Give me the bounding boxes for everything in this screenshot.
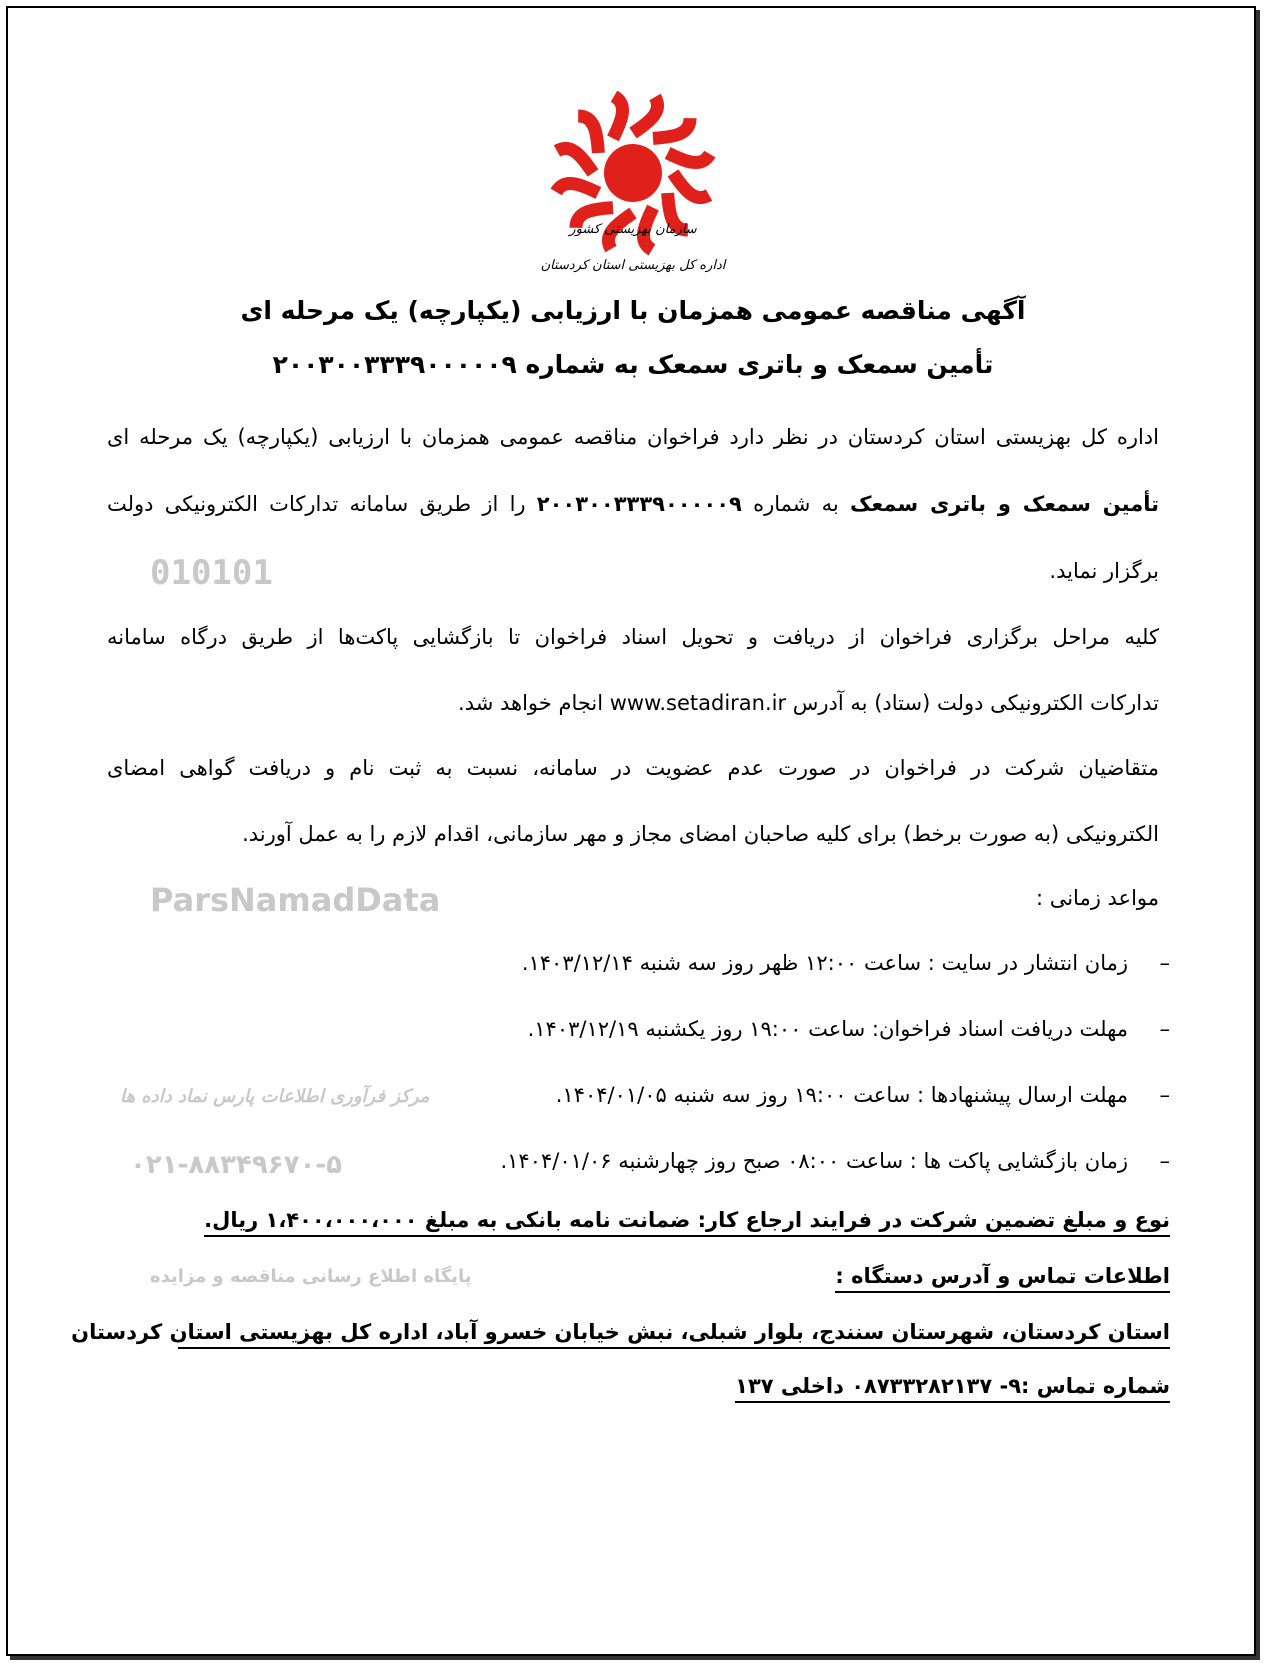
org-name-country: سازمان بهزیستی کشور [569,222,697,237]
paragraph1-line2 [107,492,1159,516]
logo-petal [673,173,709,198]
bullet-dash: – [1159,951,1170,975]
paragraph1-line1: اداره کل بهزیستی استان کردستان در نظر دارد فراخوان مناقصه عمومی همزمان با ارزیابی (یکپارچه) یک مرحله ای [107,425,1159,449]
bullet-dash: – [1159,1017,1170,1041]
schedule-text: زمان بازگشایی پاکت ها : ساعت ۰۸:۰۰ صبح روز چهارشنبه ۱۴۰۴/۰۱/۰۶. [500,1149,1128,1173]
paragraph3-line2: الکترونیکی (به صورت برخط) برای کلیه صاحبان امضای مجاز و مهر سازمانی، اقدام لازم را به عمل آورند. [242,822,1159,846]
paragraph1-line3: برگزار نماید. [1049,559,1159,583]
watermark-brand: ParsNamadData [150,881,441,919]
text: به شماره [741,492,851,516]
logo-petal [633,97,658,133]
address: استان کردستان، شهرستان سنندج، بلوار شبلی، نبش خیابان خسرو آباد، اداره کل بهزیستی استان کردستان [178,1320,1170,1349]
schedule-item [500,1149,1170,1173]
text: تدارکات الکترونیکی دولت (ستاد) به آدرس [786,691,1159,715]
bullet-dash: – [1159,1149,1170,1173]
schedule-heading: مواعد زمانی : [1035,886,1159,910]
contact-heading: اطلاعات تماس و آدرس دستگاه : [835,1264,1170,1293]
text: را از طریق سامانه تدارکات الکترونیکی دولت [107,492,537,516]
schedule-item [556,1083,1170,1107]
schedule-text: مهلت ارسال پیشنهادها : ساعت ۱۹:۰۰ روز سه شنبه ۱۴۰۴/۰۱/۰۵. [555,1083,1128,1107]
paragraph3-line1: متقاضیان شرکت در فراخوان در صورت عدم عضویت در سامانه، نسبت به ثبت نام و دریافت گواهی امضای [107,756,1159,780]
bullet-dash: – [1159,1083,1170,1107]
watermark-phone: ۰۲۱-۸۸۳۴۹۶۷۰-۵ [130,1150,343,1180]
schedule-item [522,951,1170,975]
phone-number: شماره تماس :۹- ۰۸۷۳۳۲۸۲۱۳۷ داخلی ۱۳۷ [735,1374,1170,1403]
schedule-text: زمان انتشار در سایت : ساعت ۱۲:۰۰ ظهر روز سه شنبه ۱۴۰۳/۱۲/۱۴. [521,951,1128,975]
paragraph2-line2 [107,691,1159,715]
watermark-line1: مرکز فرآوری اطلاعات پارس نماد داده ها [120,1086,430,1107]
schedule-item [528,1017,1170,1041]
guarantee-info: نوع و مبلغ تضمین شرکت در فرایند ارجاع کار: ضمانت نامه بانکی به مبلغ ۱،۴۰۰،۰۰۰،۰۰۰ ریال. [204,1208,1170,1237]
schedule-text: مهلت دریافت اسناد فراخوان: ساعت ۱۹:۰۰ روز یکشنبه ۱۴۰۳/۱۲/۱۹. [527,1017,1128,1041]
org-name-province: اداره کل بهزیستی استان کردستان [540,258,726,273]
tender-number: ۲۰۰۳۰۰۳۳۳۹۰۰۰۰۰۹ [536,492,742,516]
notice-title: آگهی مناقصه عمومی همزمان با ارزیابی (یکپارچه) یک مرحله ای [240,296,1026,325]
setadiran-link[interactable]: www.setadiran.ir [609,691,787,715]
text: انجام خواهد شد. [458,691,610,715]
watermark-line2: پایگاه اطلاع رسانی مناقصه و مزایده [150,1266,472,1287]
item-name: تأمین سمعک و باتری سمعک [850,492,1159,516]
paragraph2-line1: کلیه مراحل برگزاری فراخوان از دریافت و تحویل اسناد فراخوان تا بازگشایی پاکت‌ها از طریق درگاه سامانه [107,625,1159,649]
watermark-code: 010101 [150,553,273,593]
notice-subtitle: تأمین سمعک و باتری سمعک به شماره ۲۰۰۳۰۰۳۳۳۹۰۰۰۰۰۹ [272,350,994,379]
logo-petal [557,148,593,173]
